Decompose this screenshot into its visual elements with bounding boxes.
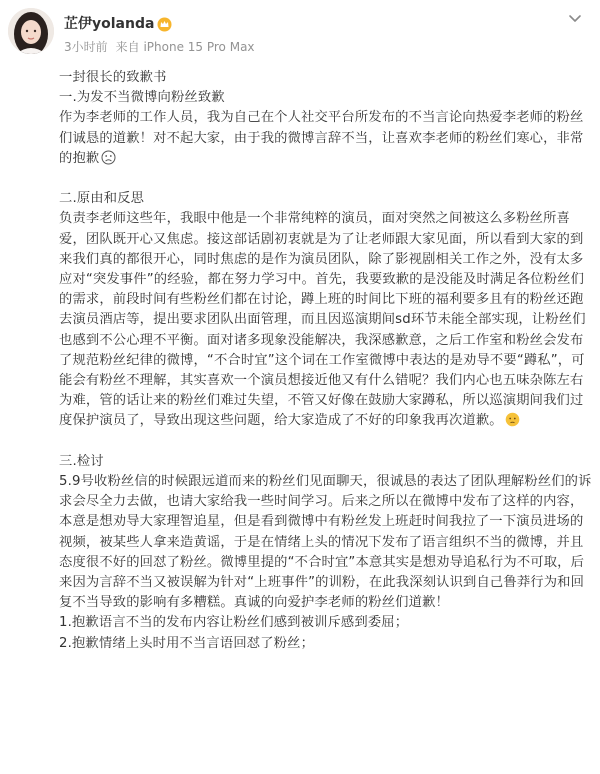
section-2-body: [59, 209, 594, 431]
sweat-face-emoji: [505, 412, 520, 427]
list-item: 2.抱歉情绪上头时用不当言语回怼了粉丝；: [59, 635, 315, 651]
section-1-text: 作为李老师的工作人员，我为自己在个人社交平台所发布的不当言论向热爱李老师的粉丝们诚恳的道歉！对不起大家，由于我的微博言辞不当，让喜欢李老师的粉丝们寒心，非常的抱歉: [59, 110, 584, 166]
crown-icon[interactable]: [157, 17, 172, 32]
avatar[interactable]: [8, 8, 54, 54]
section-3-heading: 三.检讨: [59, 453, 104, 469]
section-2-heading: 二.原由和反思: [59, 191, 145, 207]
letter-title: 一封很长的致歉书: [59, 70, 167, 85]
post-source: 来自 iPhone 15 Pro Max: [115, 40, 255, 54]
post-body: [59, 68, 594, 654]
spacer: [59, 432, 594, 452]
spacer: [59, 169, 594, 189]
list-item: 1.抱歉语言不当的发布内容让粉丝们感到被训斥感到委屈；: [59, 615, 409, 631]
post-header: [0, 0, 600, 66]
section-1-body: [59, 108, 594, 169]
section-2-text: 负责李老师这些年，我眼中他是一个非常纯粹的演员，面对突然之间被这么多粉丝所喜爱，团队既开心又焦虑。接这部话剧初衷就是为了让老师跟大家见面，所以看到大家的到来我们真的都很开心，同时焦虑的是作为演员团队，除了影视剧相关工作之外，没有太多应对“突发事件”的经验，都在努力学习中。首先，我要致歉的是没能及时满足各位粉丝们的需求，前段时间有些粉丝们都在讨论，蹲上班的时间比下班的福利要多且有的粉丝还跑去演员酒店等，提出要求团队出面管理，而且因巡演期间sd环节未能全部实现，让粉丝们也感到不公心理不平衡。面对诸多现象没能解决，我深感歉意，之后工作室和粉丝会发布了规范粉丝纪律的微博，“不合时宜”这个词在工作室微博中表达的是劝导不要“蹲私”，可能会有粉丝不理解，其实喜欢一个演员想接近他又有什么错呢？我们内心也五味杂陈左右为难，管的话让来的粉丝们难过失望，不管又好像在鼓励大家蹲私，所以巡演期间我们过度保护演员了，导致出现这些问题，给大家造成了不好的印象我再次道歉。: [59, 211, 586, 429]
username-row: [64, 14, 172, 34]
post-meta: [64, 39, 255, 55]
author-name[interactable]: 芷伊yolanda: [64, 16, 155, 32]
section-1-heading: 一.为发不当微博向粉丝致歉: [59, 90, 225, 106]
section-3-body: 5.9号收粉丝信的时候跟远道而来的粉丝们见面聊天，很诚恳的表达了团队理解粉丝们的诉求会尽全力去做，也请大家给我一些时间学习。后来之所以在微博中发布了这样的内容，本意是想劝导大家理智追星，但是看到微博中有粉丝发上班赶时间我拉了一下演员进场的视频，被某些人拿来造黄谣，于是在情绪上头的情况下发布了语言组织不当的微博，并且态度很不好的回怼了粉丝。微博里提的“不合时宜”本意其实是想劝导追私行为不可取，后来因为言辞不当又被误解为针对“上班事件”的训粉，在此我深刻认识到自己鲁莽行为和回复不当导致的影响有多糟糕。真诚的向爱护李老师的粉丝们道歉！: [59, 474, 592, 611]
sad-face-emoji: [101, 150, 116, 165]
chevron-down-icon[interactable]: [566, 9, 584, 27]
avatar-photo-icon: [8, 8, 54, 54]
post-time: 3小时前: [64, 40, 108, 54]
